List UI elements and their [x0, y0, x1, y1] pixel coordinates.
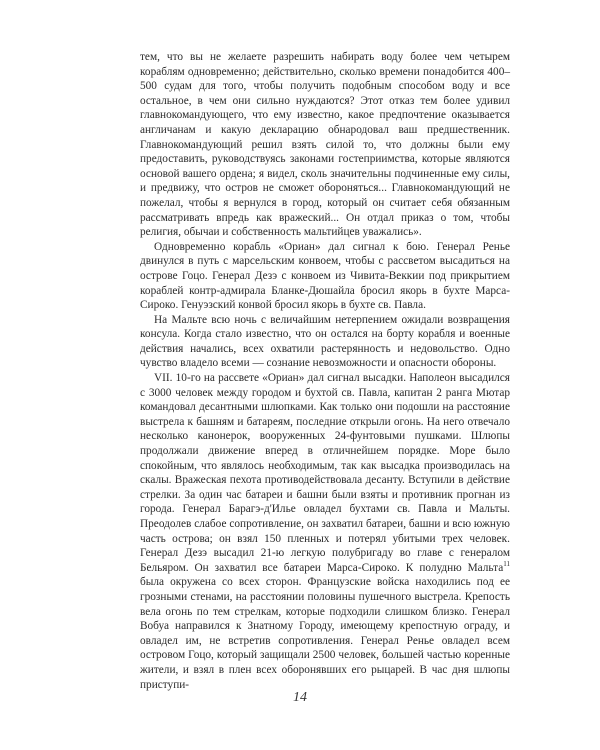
paragraph-4-part-2: была окружена со всех сторон. Французские войска находились под ее грозными стенами, на расстоянии половины пушечного выстрела. Крепость вела огонь по тем стрелкам, которые подходили слишком близко. Генерал Вобуа направился к Знатному Городу, имеющему крепостную ограду, и овладел им, не встретив сопротивления. Генерал Ренье овладел всем островом Гоцо, который защищали 2500 человек, большей частью коренные жители, и взял в плен всех оборонявших его рыцарей. В час дня шлюпы приступи- [140, 576, 510, 691]
paragraph-3: На Мальте всю ночь с величайшим нетерпением ожидали возвращения консула. Когда стало известно, что он остался на борту корабля и военные действия начались, всех охватили растерянность и недовольство. Одно чувство владело всеми — сознание невозможности и опасности обороны. [140, 313, 510, 370]
paragraph-2: Одновременно корабль «Ориан» дал сигнал к бою. Генерал Ренье двинулся в путь с марсельским конвоем, чтобы с рассветом высадиться на острове Гоцо. Генерал Дезэ с конвоем из Чивита-Веккии под прикрытием кораблей контр-адмирала Бланке-Дюшайла бросил якорь в бухте Марса-Сироко. Генуэзский конвой бросил якорь в бухте св. Павла. [140, 240, 510, 312]
page-number: 14 [293, 690, 307, 705]
paragraph-4 [140, 371, 510, 692]
paragraph-1: тем, что вы не желаете разрешить набирать воду более чем четырем кораблям одновременно; действительно, сколько времени понадобится 400–500 судам для того, чтобы получить подобным способом воду и все остальное, в чем они сильно нуждаются? Этот отказ тем более удивил главнокомандующего, что ему известно, какое предпочтение оказывается англичанам и какую декларацию обнародовал ваш предшественник. Главнокомандующий решил взять силой то, что должны были ему предоставить, руководствуясь законами гостеприимства, которые являются основой вашего ордена; я видел, сколь значительны подчиненные ему силы, и предвижу, что остров не сможет обороняться... Главнокомандующий не пожелал, чтобы я вернулся в город, который он считает себя обязанным рассматривать впредь как вражеский... Он отдал приказ о том, чтобы религия, обычаи и собственность мальтийцев уважались». [140, 51, 510, 239]
body-text [140, 50, 510, 692]
paragraph-4-part-1: VII. 10-го на рассвете «Ориан» дал сигнал высадки. Наполеон высадился с 3000 человек между городом и бухтой св. Павла, капитан 2 ранга Мютар командовал десантными шлюпками. Как только они подошли на расстояние выстрела к башням и батареям, последние открыли огонь. На него отвечало несколько канонерок, вооруженных 24-фунтовыми пушками. Шлюпы продолжали движение вперед в отличнейшем порядке. Море было спокойным, что являлось необходимым, так как высадка производилась на скалы. Вражеская пехота противодействовала десанту. Вступили в действие стрелки. За один час батареи и башни были взяты и противник прогнан из города. Генерал Барагэ-д'Илье овладел бухтами св. Павла и Мальты. Преодолев слабое сопротивление, он захватил батареи, башни и всю южную часть острова; он взял 150 пленных и потерял убитыми трех человек. Генерал Дезэ высадил 21-ю легкую полубригаду во главе с генералом Бельяром. Он захватил все батареи Марса-Сироко. К полудню Мальта [140, 372, 510, 574]
footnote-marker: 11 [503, 560, 510, 569]
